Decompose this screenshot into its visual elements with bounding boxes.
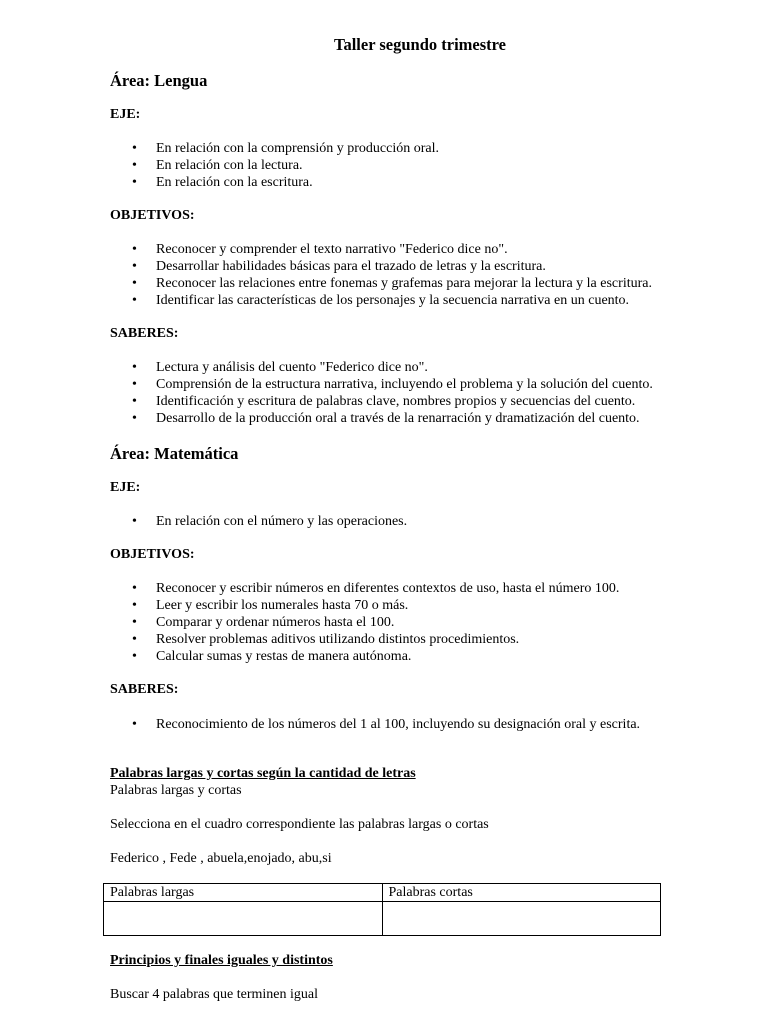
list-item: • Desarrollar habilidades básicas para el trazado de letras y la escritura. — [110, 258, 652, 275]
document-title: Taller segundo trimestre — [333, 35, 507, 54]
matematica-objetivos-label: OBJETIVOS: — [110, 547, 195, 562]
list-item: • Lectura y análisis del cuento "Federico dice no". — [110, 359, 653, 376]
actividad-principios-heading: Principios y finales iguales y distintos — [110, 953, 333, 968]
list-item: • Identificar las características de los personajes y la secuencia narrativa en un cuento. — [110, 292, 652, 309]
palabras-table — [103, 883, 661, 936]
actividad-palabras-instruction: Selecciona en el cuadro correspondiente las palabras largas o cortas — [110, 817, 489, 832]
list-item: • Identificación y escritura de palabras clave, nombres propios y secuencias del cuento. — [110, 393, 653, 410]
matematica-saberes-label: SABERES: — [110, 682, 179, 697]
area-lengua-heading: Área: Lengua — [110, 71, 208, 90]
list-item: • Resolver problemas aditivos utilizando distintos procedimientos. — [110, 631, 619, 648]
actividad-palabras-subtitle: Palabras largas y cortas — [110, 783, 242, 798]
lengua-objetivos-label: OBJETIVOS: — [110, 208, 195, 223]
list-item: • En relación con el número y las operaciones. — [110, 513, 407, 530]
list-item: • Reconocer las relaciones entre fonemas y grafemas para mejorar la lectura y la escritura. — [110, 275, 652, 292]
list-item: • Comprensión de la estructura narrativa, incluyendo el problema y la solución del cuento. — [110, 376, 653, 393]
lengua-eje-list — [110, 140, 439, 191]
list-item: • Reconocer y escribir números en diferentes contextos de uso, hasta el número 100. — [110, 580, 619, 597]
list-item: • Comparar y ordenar números hasta el 100. — [110, 614, 619, 631]
table-header-row — [104, 884, 661, 902]
table-cell-palabras-largas[interactable] — [104, 902, 383, 936]
list-item: • En relación con la lectura. — [110, 157, 439, 174]
list-item: • Leer y escribir los numerales hasta 70 o más. — [110, 597, 619, 614]
table-cell-palabras-cortas[interactable] — [382, 902, 661, 936]
area-matematica-heading: Área: Matemática — [110, 444, 239, 463]
table-row — [104, 902, 661, 936]
actividad-principios-instruction: Buscar 4 palabras que terminen igual — [110, 987, 318, 1002]
list-item: • Calcular sumas y restas de manera autónoma. — [110, 648, 619, 665]
lengua-eje-label: EJE: — [110, 107, 141, 122]
list-item: • Reconocer y comprender el texto narrativo "Federico dice no". — [110, 241, 652, 258]
matematica-eje-label: EJE: — [110, 480, 141, 495]
table-header-palabras-largas: Palabras largas — [104, 884, 383, 902]
matematica-saberes-list — [110, 716, 640, 733]
list-item: • En relación con la comprensión y producción oral. — [110, 140, 439, 157]
table-header-palabras-cortas: Palabras cortas — [382, 884, 661, 902]
list-item: • Reconocimiento de los números del 1 al 100, incluyendo su designación oral y escrita. — [110, 716, 640, 733]
lengua-saberes-label: SABERES: — [110, 326, 179, 341]
matematica-eje-list — [110, 513, 407, 530]
list-item: • Desarrollo de la producción oral a través de la renarración y dramatización del cuento. — [110, 410, 653, 427]
list-item: • En relación con la escritura. — [110, 174, 439, 191]
lengua-saberes-list — [110, 359, 653, 427]
lengua-objetivos-list — [110, 241, 652, 309]
actividad-palabras-heading: Palabras largas y cortas según la cantidad de letras — [110, 766, 416, 781]
actividad-palabras-list: Federico , Fede , abuela,enojado, abu,si — [110, 851, 332, 866]
matematica-objetivos-list — [110, 580, 619, 665]
